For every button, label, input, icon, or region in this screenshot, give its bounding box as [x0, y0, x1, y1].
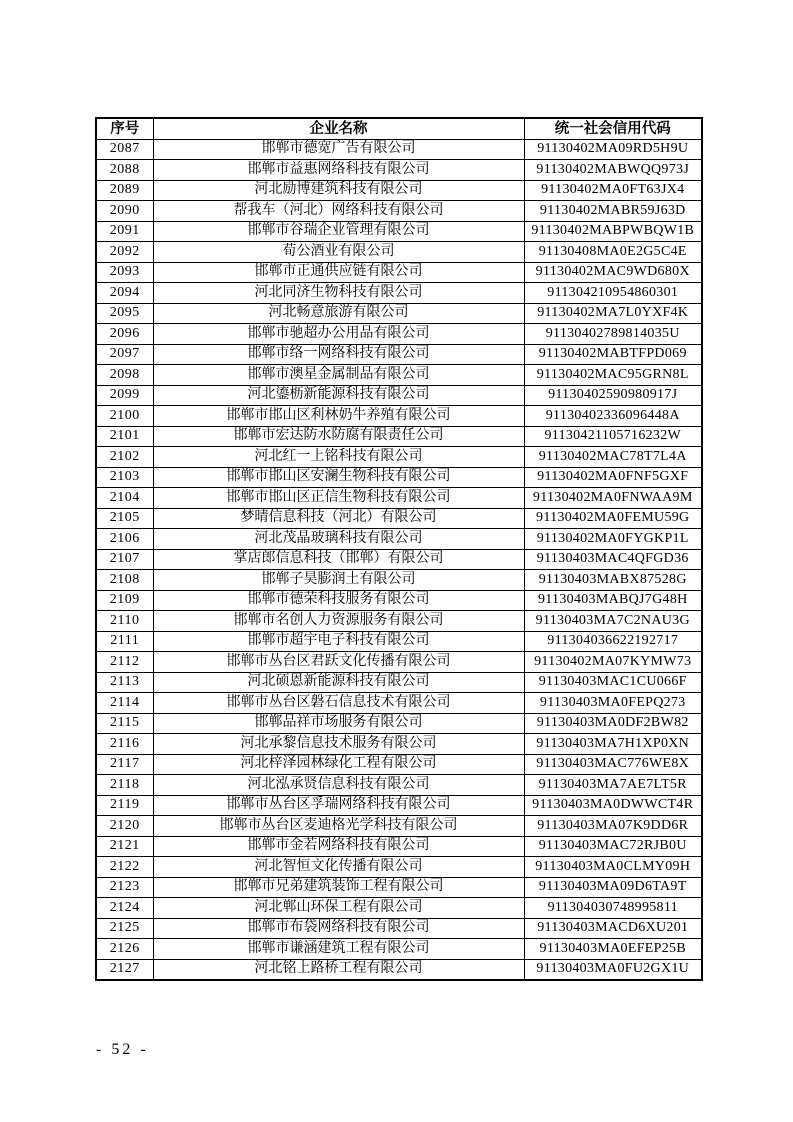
- credit-code-cell: 91130402MA0FT63JX4: [524, 180, 702, 201]
- company-name-cell: 邯郸市德宽广告有限公司: [153, 139, 524, 160]
- header-serial-number: 序号: [96, 118, 153, 139]
- credit-code-cell: 91130408MA0E2G5C4E: [524, 242, 702, 263]
- table-row: [96, 877, 702, 898]
- header-credit-code: 统一社会信用代码: [524, 118, 702, 139]
- company-name-cell: 邯郸子昊膨润土有限公司: [153, 570, 524, 591]
- serial-number-cell: 2119: [96, 795, 153, 816]
- serial-number-cell: 2098: [96, 365, 153, 386]
- company-name-cell: 邯郸市宏达防水防腐有限责任公司: [153, 426, 524, 447]
- credit-code-cell: 91130402MABWQQ973J: [524, 160, 702, 181]
- company-name-cell: 河北同济生物科技有限公司: [153, 283, 524, 304]
- credit-code-cell: 91130402MA07KYMW73: [524, 652, 702, 673]
- table-row: [96, 836, 702, 857]
- table-row: [96, 816, 702, 837]
- company-name-cell: 河北硕恩新能源科技有限公司: [153, 672, 524, 693]
- company-name-cell: 河北鎏枥新能源科技有限公司: [153, 385, 524, 406]
- table-row: [96, 775, 702, 796]
- serial-number-cell: 2115: [96, 713, 153, 734]
- company-name-cell: 河北铭上路桥工程有限公司: [153, 959, 524, 980]
- serial-number-cell: 2100: [96, 406, 153, 427]
- serial-number-cell: 2124: [96, 898, 153, 919]
- company-name-cell: 邯郸市德荣科技服务有限公司: [153, 590, 524, 611]
- table-row: [96, 139, 702, 160]
- table-row: [96, 488, 702, 509]
- company-name-cell: 邯郸市丛台区孚瑞网络科技有限公司: [153, 795, 524, 816]
- serial-number-cell: 2102: [96, 447, 153, 468]
- credit-code-cell: 911304036622192717: [524, 631, 702, 652]
- table-row: [96, 959, 702, 980]
- serial-number-cell: 2092: [96, 242, 153, 263]
- serial-number-cell: 2094: [96, 283, 153, 304]
- serial-number-cell: 2087: [96, 139, 153, 160]
- table-row: [96, 549, 702, 570]
- table-row: [96, 590, 702, 611]
- credit-code-cell: 91130402MA0FNWAA9M: [524, 488, 702, 509]
- credit-code-cell: 91130402590980917J: [524, 385, 702, 406]
- serial-number-cell: 2127: [96, 959, 153, 980]
- serial-number-cell: 2113: [96, 672, 153, 693]
- credit-code-cell: 91130403MACD6XU201: [524, 918, 702, 939]
- company-name-cell: 梦晴信息科技（河北）有限公司: [153, 508, 524, 529]
- credit-code-cell: 91130402MAC95GRN8L: [524, 365, 702, 386]
- table-row: [96, 283, 702, 304]
- serial-number-cell: 2118: [96, 775, 153, 796]
- serial-number-cell: 2112: [96, 652, 153, 673]
- table-row: [96, 201, 702, 222]
- table-row: [96, 344, 702, 365]
- credit-code-cell: 91130403MA0CLMY09H: [524, 857, 702, 878]
- table-row: [96, 754, 702, 775]
- company-name-cell: 河北红一上铭科技有限公司: [153, 447, 524, 468]
- table-row: [96, 672, 702, 693]
- table-row: [96, 303, 702, 324]
- table-row: [96, 611, 702, 632]
- credit-code-cell: 91130403MA7C2NAU3G: [524, 611, 702, 632]
- credit-code-cell: 91130403MA7AE7LT5R: [524, 775, 702, 796]
- serial-number-cell: 2111: [96, 631, 153, 652]
- table-row: [96, 385, 702, 406]
- table-row: [96, 180, 702, 201]
- company-name-cell: 邯郸市名创人力资源服务有限公司: [153, 611, 524, 632]
- table-row: [96, 570, 702, 591]
- serial-number-cell: 2126: [96, 939, 153, 960]
- credit-code-cell: 91130402MABR59J63D: [524, 201, 702, 222]
- company-name-cell: 河北泓承贤信息科技有限公司: [153, 775, 524, 796]
- credit-code-cell: 91130402MABTFPD069: [524, 344, 702, 365]
- company-name-cell: 邯郸市丛台区麦迪格光学科技有限公司: [153, 816, 524, 837]
- company-name-cell: 邯郸市邯山区利林奶牛养殖有限公司: [153, 406, 524, 427]
- serial-number-cell: 2107: [96, 549, 153, 570]
- credit-code-cell: 91130403MA09D6TA9T: [524, 877, 702, 898]
- table-row: [96, 406, 702, 427]
- serial-number-cell: 2097: [96, 344, 153, 365]
- serial-number-cell: 2123: [96, 877, 153, 898]
- company-name-cell: 河北承黎信息技术服务有限公司: [153, 734, 524, 755]
- credit-code-cell: 91130402MAC78T7L4A: [524, 447, 702, 468]
- credit-code-cell: 91130403MABX87528G: [524, 570, 702, 591]
- credit-code-cell: 91130403MAC1CU066F: [524, 672, 702, 693]
- credit-code-cell: 91130421105716232W: [524, 426, 702, 447]
- table-row: [96, 221, 702, 242]
- credit-code-cell: 91130403MA0DWWCT4R: [524, 795, 702, 816]
- page-number: - 52 -: [96, 1041, 149, 1058]
- table-header-row: [96, 118, 702, 139]
- credit-code-cell: 91130402MA09RD5H9U: [524, 139, 702, 160]
- company-name-cell: 邯郸市布袋网络科技有限公司: [153, 918, 524, 939]
- company-name-cell: 邯郸市谷瑞企业管理有限公司: [153, 221, 524, 242]
- company-name-cell: 邯郸市金若网络科技有限公司: [153, 836, 524, 857]
- serial-number-cell: 2089: [96, 180, 153, 201]
- company-name-cell: 荀公酒业有限公司: [153, 242, 524, 263]
- company-name-cell: 邯郸品祥市场服务有限公司: [153, 713, 524, 734]
- credit-code-cell: 91130403MAC4QFGD36: [524, 549, 702, 570]
- company-name-cell: 邯郸市邯山区安澜生物科技有限公司: [153, 467, 524, 488]
- company-name-cell: 河北励博建筑科技有限公司: [153, 180, 524, 201]
- serial-number-cell: 2120: [96, 816, 153, 837]
- serial-number-cell: 2106: [96, 529, 153, 550]
- company-name-cell: 邯郸市络一网络科技有限公司: [153, 344, 524, 365]
- serial-number-cell: 2110: [96, 611, 153, 632]
- company-name-cell: 河北茂晶玻璃科技有限公司: [153, 529, 524, 550]
- serial-number-cell: 2091: [96, 221, 153, 242]
- table-row: [96, 631, 702, 652]
- company-name-cell: 帮我车（河北）网络科技有限公司: [153, 201, 524, 222]
- company-name-cell: 邯郸市超宇电子科技有限公司: [153, 631, 524, 652]
- table-row: [96, 508, 702, 529]
- company-name-cell: 邯郸市兄弟建筑装饰工程有限公司: [153, 877, 524, 898]
- serial-number-cell: 2095: [96, 303, 153, 324]
- credit-code-cell: 91130403MA07K9DD6R: [524, 816, 702, 837]
- serial-number-cell: 2088: [96, 160, 153, 181]
- company-name-cell: 河北郸山环保工程有限公司: [153, 898, 524, 919]
- company-credit-code-table: [95, 117, 703, 981]
- company-name-cell: 邯郸市谦涵建筑工程有限公司: [153, 939, 524, 960]
- company-name-cell: 河北梓泽园林绿化工程有限公司: [153, 754, 524, 775]
- credit-code-cell: 91130402336096448A: [524, 406, 702, 427]
- table-row: [96, 262, 702, 283]
- serial-number-cell: 2117: [96, 754, 153, 775]
- company-name-cell: 邯郸市驰超办公用品有限公司: [153, 324, 524, 345]
- table-row: [96, 898, 702, 919]
- table-row: [96, 734, 702, 755]
- table-row: [96, 795, 702, 816]
- credit-code-cell: 91130402789814035U: [524, 324, 702, 345]
- credit-code-cell: 91130403MA0DF2BW82: [524, 713, 702, 734]
- credit-code-cell: 91130403MA7H1XP0XN: [524, 734, 702, 755]
- credit-code-cell: 91130403MA0FEPQ273: [524, 693, 702, 714]
- header-company-name: 企业名称: [153, 118, 524, 139]
- table-row: [96, 857, 702, 878]
- table-row: [96, 918, 702, 939]
- table-row: [96, 365, 702, 386]
- table-row: [96, 467, 702, 488]
- credit-code-cell: 91130402MA7L0YXF4K: [524, 303, 702, 324]
- serial-number-cell: 2105: [96, 508, 153, 529]
- table-row: [96, 324, 702, 345]
- serial-number-cell: 2099: [96, 385, 153, 406]
- company-name-cell: 河北畅意旅游有限公司: [153, 303, 524, 324]
- credit-code-cell: 91130403MAC776WE8X: [524, 754, 702, 775]
- serial-number-cell: 2108: [96, 570, 153, 591]
- serial-number-cell: 2125: [96, 918, 153, 939]
- serial-number-cell: 2093: [96, 262, 153, 283]
- table-row: [96, 447, 702, 468]
- serial-number-cell: 2109: [96, 590, 153, 611]
- credit-code-cell: 911304030748995811: [524, 898, 702, 919]
- company-name-cell: 邯郸市丛台区君跃文化传播有限公司: [153, 652, 524, 673]
- company-name-cell: 邯郸市邯山区正信生物科技有限公司: [153, 488, 524, 509]
- credit-code-cell: 91130402MABPWBQW1B: [524, 221, 702, 242]
- credit-code-cell: 91130403MA0EFEP25B: [524, 939, 702, 960]
- company-name-cell: 掌店郎信息科技（邯郸）有限公司: [153, 549, 524, 570]
- table-row: [96, 529, 702, 550]
- credit-code-cell: 911304210954860301: [524, 283, 702, 304]
- credit-code-cell: 91130402MA0FNF5GXF: [524, 467, 702, 488]
- serial-number-cell: 2090: [96, 201, 153, 222]
- table-row: [96, 652, 702, 673]
- table-row: [96, 242, 702, 263]
- serial-number-cell: 2122: [96, 857, 153, 878]
- serial-number-cell: 2116: [96, 734, 153, 755]
- serial-number-cell: 2114: [96, 693, 153, 714]
- credit-code-cell: 91130402MA0FYGKP1L: [524, 529, 702, 550]
- table-row: [96, 160, 702, 181]
- serial-number-cell: 2101: [96, 426, 153, 447]
- company-name-cell: 河北智恒文化传播有限公司: [153, 857, 524, 878]
- table-row: [96, 939, 702, 960]
- table-body: [96, 139, 702, 980]
- table-row: [96, 693, 702, 714]
- serial-number-cell: 2104: [96, 488, 153, 509]
- credit-code-cell: 91130403MAC72RJB0U: [524, 836, 702, 857]
- table-row: [96, 713, 702, 734]
- credit-code-cell: 91130403MA0FU2GX1U: [524, 959, 702, 980]
- table-row: [96, 426, 702, 447]
- serial-number-cell: 2121: [96, 836, 153, 857]
- company-name-cell: 邯郸市益惠网络科技有限公司: [153, 160, 524, 181]
- serial-number-cell: 2096: [96, 324, 153, 345]
- company-name-cell: 邯郸市丛台区磐石信息技术有限公司: [153, 693, 524, 714]
- credit-code-cell: 91130402MA0FEMU59G: [524, 508, 702, 529]
- serial-number-cell: 2103: [96, 467, 153, 488]
- credit-code-cell: 91130403MABQJ7G48H: [524, 590, 702, 611]
- company-name-cell: 邯郸市澳星金属制品有限公司: [153, 365, 524, 386]
- credit-code-cell: 91130402MAC9WD680X: [524, 262, 702, 283]
- company-name-cell: 邯郸市正通供应链有限公司: [153, 262, 524, 283]
